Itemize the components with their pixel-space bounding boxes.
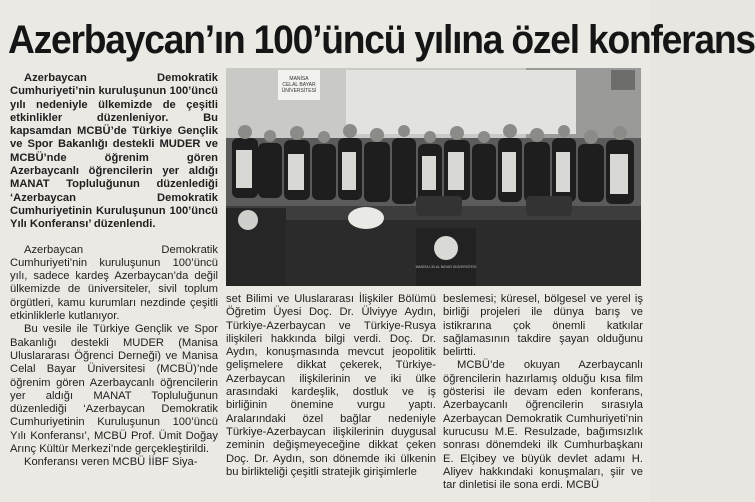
article-lead: Azerbaycan Demokratik Cumhuriyeti’nin kuruluşunun 100’üncü yılı nedeniyle ülkemizde de çeşitli etkinlikler düzenleniyor. Bu kapsamdan MCBÜ’de Türkiye Gençlik ve Spor Bakanlığı destekli MUDER ve MCBÜ’nde öğrenim gören Azerbaycanlı öğrencilerin yer aldığı MANAT Topluluğunun düzenlediği ‘Azerbaycan Demokratik Cumhuriyetinin Kuruluşunun 100’üncü Yılı Konferansı’ düzenlendi.: [10, 72, 218, 231]
article-column-3: [443, 293, 643, 492]
headline: Azerbaycan’ın 100’üncü yılına özel konferans: [8, 18, 755, 62]
conference-group-photo: [226, 68, 641, 286]
photo-scene: [226, 68, 641, 286]
paragraph: Konferansı veren MCBÜ İİBF Siya-: [24, 456, 198, 469]
article-column-1: [10, 72, 218, 470]
article-column-2: [226, 293, 436, 479]
paragraph: beslemesi; küresel, bölgesel ve yerel iş birliği projeleri ile dünya barış ve istikrarına çok önemli katkılar sağlamasının takdire şayan olduğunu belirtti.: [443, 293, 643, 359]
lectern-text: MANİSA CELAL BAYAR ÜNİVERSİTESİ: [415, 265, 477, 269]
paragraph: MCBÜ’de okuyan Azerbaycanlı öğrencilerin hazırlamış olduğu kısa film gösterisi ile devam eden konferans, Azerbaycanlı öğrencilerin sırasıyla Azerbaycan Demokratik Cumhuriyeti’nin kurucusu M.E. Resulzade, bağımsızlık sonrası dönemdeki ilk Cumhurbaşkanı E. Elçibey ve büyük devlet adamı H. Aliyev hakkındaki konuşmaları, şiir ve tar dinletisi ile sona erdi. MCBÜ: [443, 359, 643, 492]
banner-text: MANİSA CELAL BAYAR ÜNİVERSİTESİ: [281, 76, 317, 94]
paragraph: set Bilimi ve Uluslararası İlişkiler Bölümü Öğretim Üyesi Doç. Dr. Ülviyye Aydın, Türkiye-Azerbaycan ve Türkiye-Rusya ilişkileri hakkında bilgi verdi. Doç. Dr. Aydın, konuşmasında mevcut jeopolitik gelişmelere dikkat çekerek, Türkiye-Azerbaycan ilişkilerinin ve iki ülke arasındaki kardeşlik, dostluk ve iş birliğinin önemine vurgu yaptı. Aralarındaki özel bağlar nedeniyle Türkiye-Azerbaycan ilişkilerinin duygusal zeminin değişmeyeceğine dikkat çeken Doç. Dr. Aydın, son dönemde iki ülkenin bu birlikteliği çeşitli stratejik girişimlerle: [226, 293, 436, 478]
paragraph: Azerbaycan Demokratik Cumhuriyeti’nin kuruluşunun 100’üncü yılı, sadece kardeş Azerbaycan’da değil ülkemizde de üniversiteler, sivil toplum örgütleri, kamu kurumları nezdinde çeşitli etkinliklerle kutlanıyor.: [10, 243, 218, 323]
lectern-logo: [238, 210, 258, 230]
paragraph: Bu vesile ile Türkiye Gençlik ve Spor Bakanlığı destekli MUDER (Manisa Uluslararası Öğrenci Derneği) ve Manisa Celal Bayar Üniversitesi (MCBÜ)’nde öğrenim gören Azerbaycanlı öğrencilerin yer aldığı MANAT Topluluğunun düzenlediği ‘Azerbaycan Demokratik Cumhuriyetinin Kuruluşunun 100’üncü Yılı Konferansı’, MCBÜ Prof. Ümit Doğay Arınç Kültür Merkezi’nde gerçekleştirildi.: [10, 323, 218, 456]
